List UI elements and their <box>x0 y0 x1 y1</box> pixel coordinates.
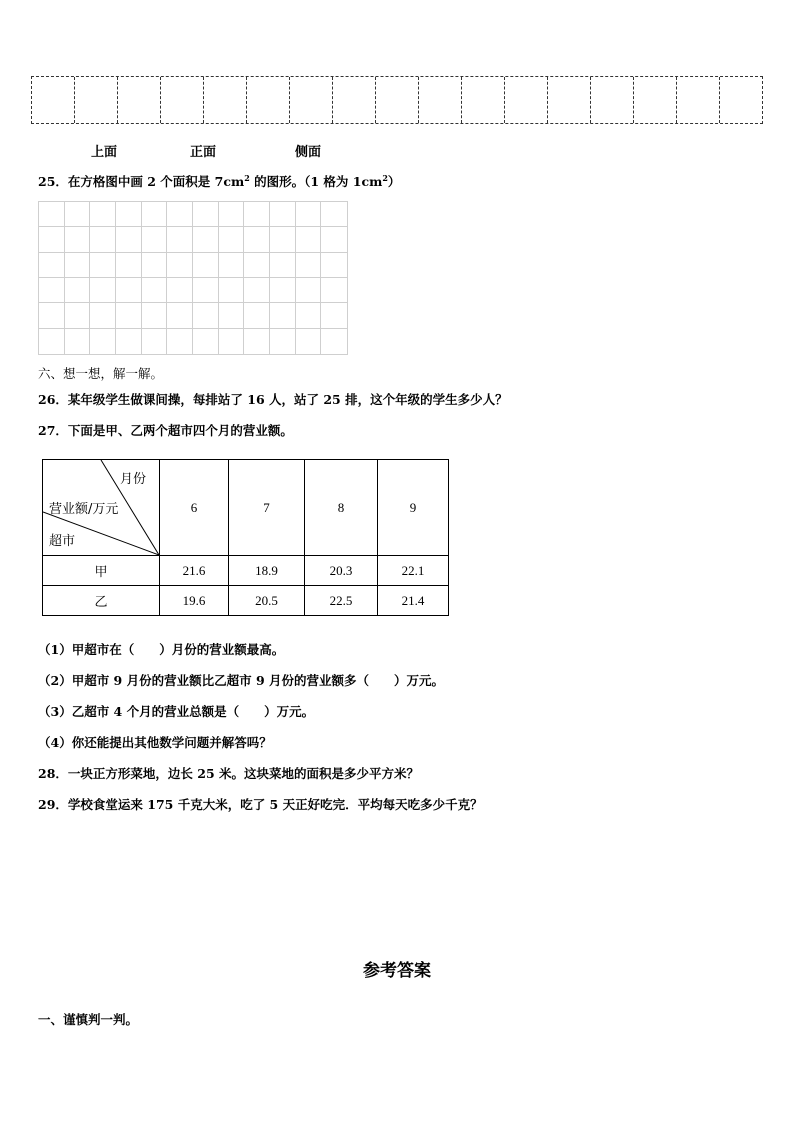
grid-square[interactable] <box>296 303 322 328</box>
strip-cell <box>203 77 246 123</box>
strip-cell <box>633 77 676 123</box>
strip-cell <box>676 77 719 123</box>
question-29: 29．学校食堂运来 175 千克大米，吃了 5 天正好吃完．平均每天吃多少千克？ <box>38 797 483 812</box>
view-label-side: 侧面 <box>295 145 322 160</box>
q25-text-b: 的图形。（1 格为 1cm <box>249 174 383 189</box>
view-label-top: 上面 <box>91 145 118 160</box>
market-name: 甲 <box>43 556 160 586</box>
sales-table <box>42 459 449 616</box>
grid-square[interactable] <box>116 278 142 303</box>
grid-square[interactable] <box>296 227 322 252</box>
table-cell: 21.6 <box>160 556 229 586</box>
grid-square[interactable] <box>321 253 347 278</box>
grid-square[interactable] <box>219 303 245 328</box>
grid-square[interactable] <box>90 202 116 227</box>
table-cell: 22.5 <box>305 586 378 616</box>
table-cell: 19.6 <box>160 586 229 616</box>
grid-square[interactable] <box>321 202 347 227</box>
grid-square[interactable] <box>167 253 193 278</box>
grid-square[interactable] <box>90 278 116 303</box>
grid-square[interactable] <box>90 329 116 354</box>
month-header: 7 <box>229 460 305 556</box>
grid-square[interactable] <box>39 303 65 328</box>
grid-square[interactable] <box>244 303 270 328</box>
strip-cell <box>590 77 633 123</box>
grid-square[interactable] <box>90 227 116 252</box>
month-header: 6 <box>160 460 229 556</box>
grid-square[interactable] <box>321 227 347 252</box>
grid-square[interactable] <box>219 227 245 252</box>
q25-sup2: 2 <box>382 172 388 183</box>
grid-square[interactable] <box>90 303 116 328</box>
grid-square[interactable] <box>193 278 219 303</box>
grid-square[interactable] <box>167 303 193 328</box>
grid-square[interactable] <box>39 202 65 227</box>
table-row <box>43 556 449 586</box>
q25-text-a: 25．在方格图中画 2 个面积是 7cm <box>38 174 245 189</box>
grid-square[interactable] <box>167 227 193 252</box>
grid-square[interactable] <box>296 329 322 354</box>
table-cell: 21.4 <box>378 586 449 616</box>
table-diagonal-header <box>43 460 160 556</box>
grid-square[interactable] <box>39 253 65 278</box>
table-row <box>43 586 449 616</box>
grid-square[interactable] <box>142 303 168 328</box>
strip-cell <box>32 77 74 123</box>
sub-question-1: （1）甲超市在（ ）月份的营业额最高。 <box>38 642 285 657</box>
header-amount: 营业额/万元 <box>49 502 119 517</box>
grid-square[interactable] <box>116 253 142 278</box>
grid-square[interactable] <box>296 202 322 227</box>
table-cell: 18.9 <box>229 556 305 586</box>
grid-square[interactable] <box>244 278 270 303</box>
market-name: 乙 <box>43 586 160 616</box>
grid-square[interactable] <box>142 202 168 227</box>
dashed-cell-strip <box>31 76 763 124</box>
sub-question-3: （3）乙超市 4 个月的营业总额是（ ）万元。 <box>38 704 315 719</box>
grid-square[interactable] <box>193 202 219 227</box>
grid-square[interactable] <box>219 253 245 278</box>
grid-square[interactable] <box>167 202 193 227</box>
answer-title: 参考答案 <box>363 961 431 981</box>
grid-square[interactable] <box>296 253 322 278</box>
grid-square[interactable] <box>65 303 91 328</box>
grid-square[interactable] <box>193 303 219 328</box>
strip-cell <box>74 77 117 123</box>
grid-square[interactable] <box>296 278 322 303</box>
table-cell: 22.1 <box>378 556 449 586</box>
grid-square[interactable] <box>116 329 142 354</box>
grid-square[interactable] <box>142 227 168 252</box>
question-26: 26．某年级学生做课间操，每排站了 16 人，站了 25 排，这个年级的学生多少人？ <box>38 392 508 407</box>
grid-square[interactable] <box>219 202 245 227</box>
grid-square[interactable] <box>65 278 91 303</box>
month-header: 9 <box>378 460 449 556</box>
strip-cell <box>418 77 461 123</box>
grid-square[interactable] <box>244 253 270 278</box>
grid-square[interactable] <box>90 253 116 278</box>
question-27: 27．下面是甲、乙两个超市四个月的营业额。 <box>38 423 293 438</box>
grid-square[interactable] <box>65 329 91 354</box>
q25-sup1: 2 <box>244 172 250 183</box>
strip-cell <box>461 77 504 123</box>
question-25 <box>38 172 400 190</box>
grid-square[interactable] <box>321 278 347 303</box>
grid-square[interactable] <box>39 329 65 354</box>
strip-cell <box>332 77 375 123</box>
month-header: 8 <box>305 460 378 556</box>
header-market: 超市 <box>49 534 76 549</box>
grid-square[interactable] <box>219 329 245 354</box>
grid-square[interactable] <box>270 329 296 354</box>
grid-square[interactable] <box>270 202 296 227</box>
strip-cell <box>289 77 332 123</box>
grid-square[interactable] <box>65 253 91 278</box>
grid-square[interactable] <box>65 202 91 227</box>
q25-text-c: ） <box>387 174 401 189</box>
grid-square[interactable] <box>193 253 219 278</box>
grid-square[interactable] <box>39 278 65 303</box>
section-6-heading: 六、想一想，解一解。 <box>38 366 164 381</box>
grid-square[interactable] <box>270 278 296 303</box>
grid-square[interactable] <box>142 253 168 278</box>
grid-square[interactable] <box>193 329 219 354</box>
view-label-front: 正面 <box>190 145 217 160</box>
strip-cell <box>117 77 160 123</box>
strip-cell <box>160 77 203 123</box>
grid-square[interactable] <box>193 227 219 252</box>
answer-section-1: 一、谨慎判一判。 <box>38 1012 139 1027</box>
grid-square[interactable] <box>116 227 142 252</box>
strip-cell <box>246 77 289 123</box>
grid-square[interactable] <box>244 227 270 252</box>
header-month: 月份 <box>120 472 147 487</box>
strip-cell <box>504 77 547 123</box>
grid-square[interactable] <box>39 227 65 252</box>
grid-square[interactable] <box>167 329 193 354</box>
square-grid[interactable] <box>38 201 348 355</box>
grid-square[interactable] <box>142 278 168 303</box>
sub-question-2: （2）甲超市 9 月份的营业额比乙超市 9 月份的营业额多（ ）万元。 <box>38 673 445 688</box>
grid-square[interactable] <box>65 227 91 252</box>
grid-square[interactable] <box>116 303 142 328</box>
grid-square[interactable] <box>244 202 270 227</box>
question-28: 28．一块正方形菜地，边长 25 米。这块菜地的面积是多少平方米？ <box>38 766 419 781</box>
grid-square[interactable] <box>116 202 142 227</box>
table-header-row <box>43 460 449 556</box>
grid-square[interactable] <box>270 227 296 252</box>
grid-square[interactable] <box>167 278 193 303</box>
grid-square[interactable] <box>142 329 168 354</box>
grid-square[interactable] <box>244 329 270 354</box>
table-cell: 20.5 <box>229 586 305 616</box>
grid-square[interactable] <box>270 253 296 278</box>
table-cell: 20.3 <box>305 556 378 586</box>
sub-question-4: （4）你还能提出其他数学问题并解答吗？ <box>38 735 272 750</box>
grid-square[interactable] <box>219 278 245 303</box>
grid-square[interactable] <box>321 329 347 354</box>
grid-square[interactable] <box>270 303 296 328</box>
grid-square[interactable] <box>321 303 347 328</box>
strip-cell <box>547 77 590 123</box>
strip-cell <box>375 77 418 123</box>
strip-cell <box>719 77 762 123</box>
